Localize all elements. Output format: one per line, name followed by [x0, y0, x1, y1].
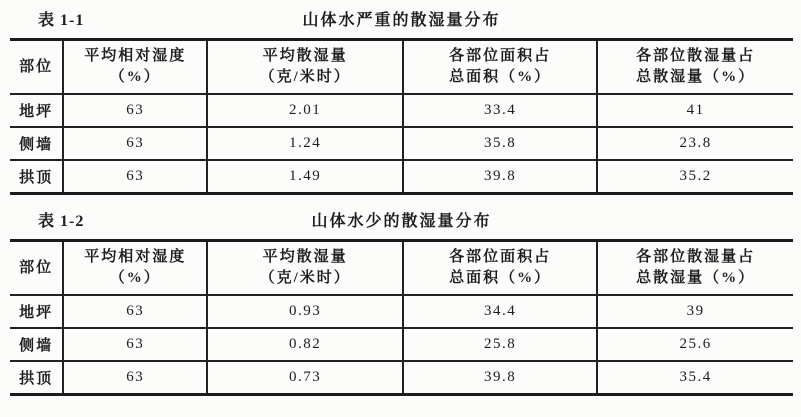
row-header: 地坪	[10, 295, 63, 328]
data-table-2	[10, 239, 793, 396]
column-header-area-share	[403, 40, 597, 95]
table-2-title: 山体水少的散湿量分布	[311, 213, 492, 230]
table-cell: 33.4	[403, 94, 597, 127]
header-line: 总面积（%）	[449, 270, 552, 286]
table-1-label: 表 1-1	[38, 12, 85, 29]
column-header-avg-relative-humidity	[63, 40, 207, 95]
row-header: 拱顶	[10, 160, 63, 194]
header-line: 部位	[19, 58, 54, 75]
table-row	[10, 160, 793, 194]
header-line: 平均相对湿度	[84, 48, 187, 64]
header-line: （%）	[109, 270, 161, 286]
column-header-avg-moisture-rate	[207, 241, 403, 296]
table-cell: 63	[63, 361, 207, 395]
header-line: 平均相对湿度	[84, 249, 187, 265]
table-cell: 0.82	[207, 328, 403, 361]
table-1-caption	[10, 8, 793, 34]
table-cell: 63	[63, 295, 207, 328]
header-line: 各部位散湿量占	[636, 249, 756, 265]
column-header-position	[10, 241, 63, 296]
header-line: 各部位面积占	[449, 48, 552, 64]
table-2-caption	[10, 209, 793, 235]
header-line: 平均散湿量	[262, 48, 348, 64]
table-cell: 1.24	[207, 127, 403, 160]
table-cell: 63	[63, 94, 207, 127]
header-line: 部位	[19, 259, 54, 276]
table-cell: 35.4	[597, 361, 793, 395]
column-header-avg-relative-humidity	[63, 241, 207, 296]
table-row	[10, 361, 793, 395]
table-cell: 41	[597, 94, 793, 127]
header-row	[10, 241, 793, 296]
table-cell: 39.8	[403, 361, 597, 395]
header-line: （克/米时）	[259, 270, 351, 286]
column-header-moisture-share	[597, 241, 793, 296]
header-line: （%）	[109, 69, 161, 85]
header-line: 总散湿量（%）	[636, 270, 756, 286]
column-header-position	[10, 40, 63, 95]
header-line: 各部位散湿量占	[636, 48, 756, 64]
table-cell: 39.8	[403, 160, 597, 194]
table-cell: 39	[597, 295, 793, 328]
table-row	[10, 328, 793, 361]
header-line: 各部位面积占	[449, 249, 552, 265]
table-cell: 2.01	[207, 94, 403, 127]
table-cell: 25.8	[403, 328, 597, 361]
table-block-2	[10, 209, 793, 396]
table-cell: 0.93	[207, 295, 403, 328]
row-header: 侧墙	[10, 127, 63, 160]
header-line: （克/米时）	[259, 69, 351, 85]
table-row	[10, 295, 793, 328]
column-header-area-share	[403, 241, 597, 296]
row-header: 地坪	[10, 94, 63, 127]
data-table-1	[10, 38, 793, 195]
column-header-avg-moisture-rate	[207, 40, 403, 95]
row-header: 侧墙	[10, 328, 63, 361]
table-cell: 35.2	[597, 160, 793, 194]
column-header-moisture-share	[597, 40, 793, 95]
table-cell: 0.73	[207, 361, 403, 395]
row-header: 拱顶	[10, 361, 63, 395]
table-row	[10, 94, 793, 127]
table-cell: 34.4	[403, 295, 597, 328]
header-line: 平均散湿量	[262, 249, 348, 265]
table-cell: 63	[63, 328, 207, 361]
table-cell: 25.6	[597, 328, 793, 361]
table-cell: 23.8	[597, 127, 793, 160]
header-row	[10, 40, 793, 95]
table-row	[10, 127, 793, 160]
table-cell: 1.49	[207, 160, 403, 194]
table-block-1	[10, 8, 793, 195]
header-line: 总散湿量（%）	[636, 69, 756, 85]
table-cell: 35.8	[403, 127, 597, 160]
header-line: 总面积（%）	[449, 69, 552, 85]
table-2-label: 表 1-2	[38, 213, 85, 230]
table-1-title: 山体水严重的散湿量分布	[302, 12, 501, 29]
table-cell: 63	[63, 127, 207, 160]
table-cell: 63	[63, 160, 207, 194]
